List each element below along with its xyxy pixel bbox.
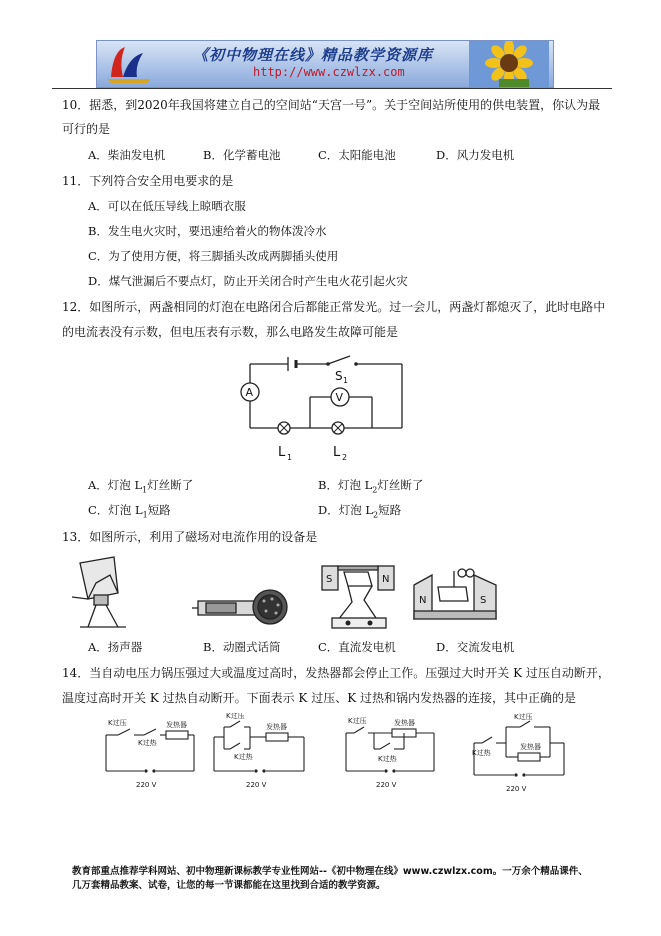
svg-text:220 V: 220 V	[136, 781, 157, 789]
q12-option-c: C．灯泡 $L_1$短路	[88, 503, 171, 520]
banner-url: http://www.czwlzx.com	[253, 65, 405, 79]
q10-option-a: A．柴油发电机	[88, 148, 166, 162]
banner-title: 《初中物理在线》精品教学资源库	[193, 46, 434, 64]
q10-stem-line2: 可行的是	[62, 122, 111, 136]
lamp-l1-label-sub: 1	[287, 453, 293, 462]
svg-text:K过压: K过压	[348, 717, 367, 725]
svg-text:K过热: K过热	[234, 753, 253, 761]
sunflower-icon	[469, 41, 549, 87]
svg-text:220 V: 220 V	[506, 785, 527, 793]
ac-generator-icon	[410, 565, 502, 625]
q11-option-d: D．煤气泄漏后不要点灯，防止开关闭合时产生电火花引起火灾	[88, 274, 408, 288]
svg-text:K过热: K过热	[138, 739, 157, 747]
dc-generator-icon	[318, 560, 418, 635]
svg-text:220 V: 220 V	[246, 781, 267, 789]
lamp-l2-label-sub: 2	[342, 453, 348, 462]
q14-circuit-d	[470, 713, 570, 798]
lamp-l1-icon	[278, 422, 290, 434]
dc-magnet-s-label: S	[326, 574, 333, 585]
q10-option-b: B．化学蓄电池	[203, 148, 281, 162]
q13-option-d: D．交流发电机	[436, 640, 515, 654]
lamp-l2-label: L	[333, 445, 341, 460]
svg-text:K过热: K过热	[472, 749, 491, 757]
q11-option-b: B．发生电火灾时，要迅速给着火的物体泼冷水	[88, 224, 327, 238]
switch-label: S	[335, 369, 343, 383]
q12-stem-line1: 12．如图所示，两盏相同的灯泡在电路闭合后都能正常发光。过一会儿，两盏灯都熄灭了，此时电路中	[62, 300, 606, 314]
q12-option-b: B．灯泡 $L_2$灯丝断了	[318, 478, 424, 495]
lamp-l1-label: L	[278, 445, 286, 460]
q14-stem-line2: 温度过高时开关 K 过热自动断开。下面表示 K 过压、K 过热和锅内发热器的连接，其中正确的是	[62, 691, 576, 705]
svg-text:发热器: 发热器	[166, 721, 187, 729]
microphone-icon	[192, 585, 302, 635]
svg-text:K过压: K过压	[226, 713, 245, 720]
voltmeter-label: V	[335, 391, 344, 404]
svg-text:发热器: 发热器	[394, 719, 415, 727]
loudspeaker-icon	[66, 553, 136, 633]
site-logo-icon	[103, 43, 155, 85]
svg-text:K过压: K过压	[108, 719, 127, 727]
q13-stem: 13．如图所示，利用了磁场对电流作用的设备是	[62, 530, 318, 544]
lamp-l2-icon	[332, 422, 344, 434]
q14-stem-line1: 14．当自动电压力锅压强过大或温度过高时，发热器都会停止工作。压强过大时开关 K 过压自动断开，	[62, 666, 610, 680]
q14-circuit-a	[100, 713, 200, 798]
header-banner	[96, 40, 554, 88]
q14-circuit-c	[340, 713, 440, 798]
svg-text:K过压: K过压	[514, 713, 533, 721]
q11-option-a: A．可以在低压导线上晾晒衣服	[88, 199, 246, 213]
ammeter-label: A	[245, 386, 254, 399]
q11-option-c: C．为了使用方便，将三脚插头改成两脚插头使用	[88, 249, 339, 263]
ac-magnet-s-label: S	[480, 595, 487, 606]
q10-stem-line1: 10．据悉，到2020年我国将建立自己的空间站“天宫一号”。关于空间站所使用的供电装置，你认为最	[62, 98, 601, 112]
q11-stem: 11．下列符合安全用电要求的是	[62, 174, 234, 188]
svg-text:发热器: 发热器	[266, 723, 287, 731]
header-rule	[52, 88, 612, 89]
q10-option-c: C．太阳能电池	[318, 148, 396, 162]
q12-circuit-diagram	[230, 352, 420, 467]
footer-line1: 教育部重点推荐学科网站、初中物理新课标教学专业性网站--《初中物理在线》www.czwlzx.com。一万余个精品课件、	[72, 866, 588, 877]
q12-stem-line2: 的电流表没有示数，但电压表有示数，那么电路发生故障可能是	[62, 325, 399, 339]
svg-text:K过热: K过热	[378, 755, 397, 763]
dc-magnet-n-label: N	[382, 574, 390, 585]
svg-text:220 V: 220 V	[376, 781, 397, 789]
switch-label-sub: 1	[343, 376, 349, 385]
q12-option-d: D．灯泡 $L_2$短路	[318, 503, 402, 520]
ac-magnet-n-label: N	[419, 595, 427, 606]
q13-option-a: A．扬声器	[88, 640, 143, 654]
q14-circuit-b	[210, 713, 310, 798]
q13-option-b: B．动圈式话筒	[203, 640, 281, 654]
q12-option-a: A．灯泡 $L_1$灯丝断了	[88, 478, 194, 495]
q13-option-c: C．直流发电机	[318, 640, 396, 654]
footer-line2: 几万套精品教案、试卷，让您的每一节课都能在这里找到合适的教学资源。	[72, 880, 386, 891]
q10-option-d: D．风力发电机	[436, 148, 515, 162]
svg-text:发热器: 发热器	[520, 743, 541, 751]
